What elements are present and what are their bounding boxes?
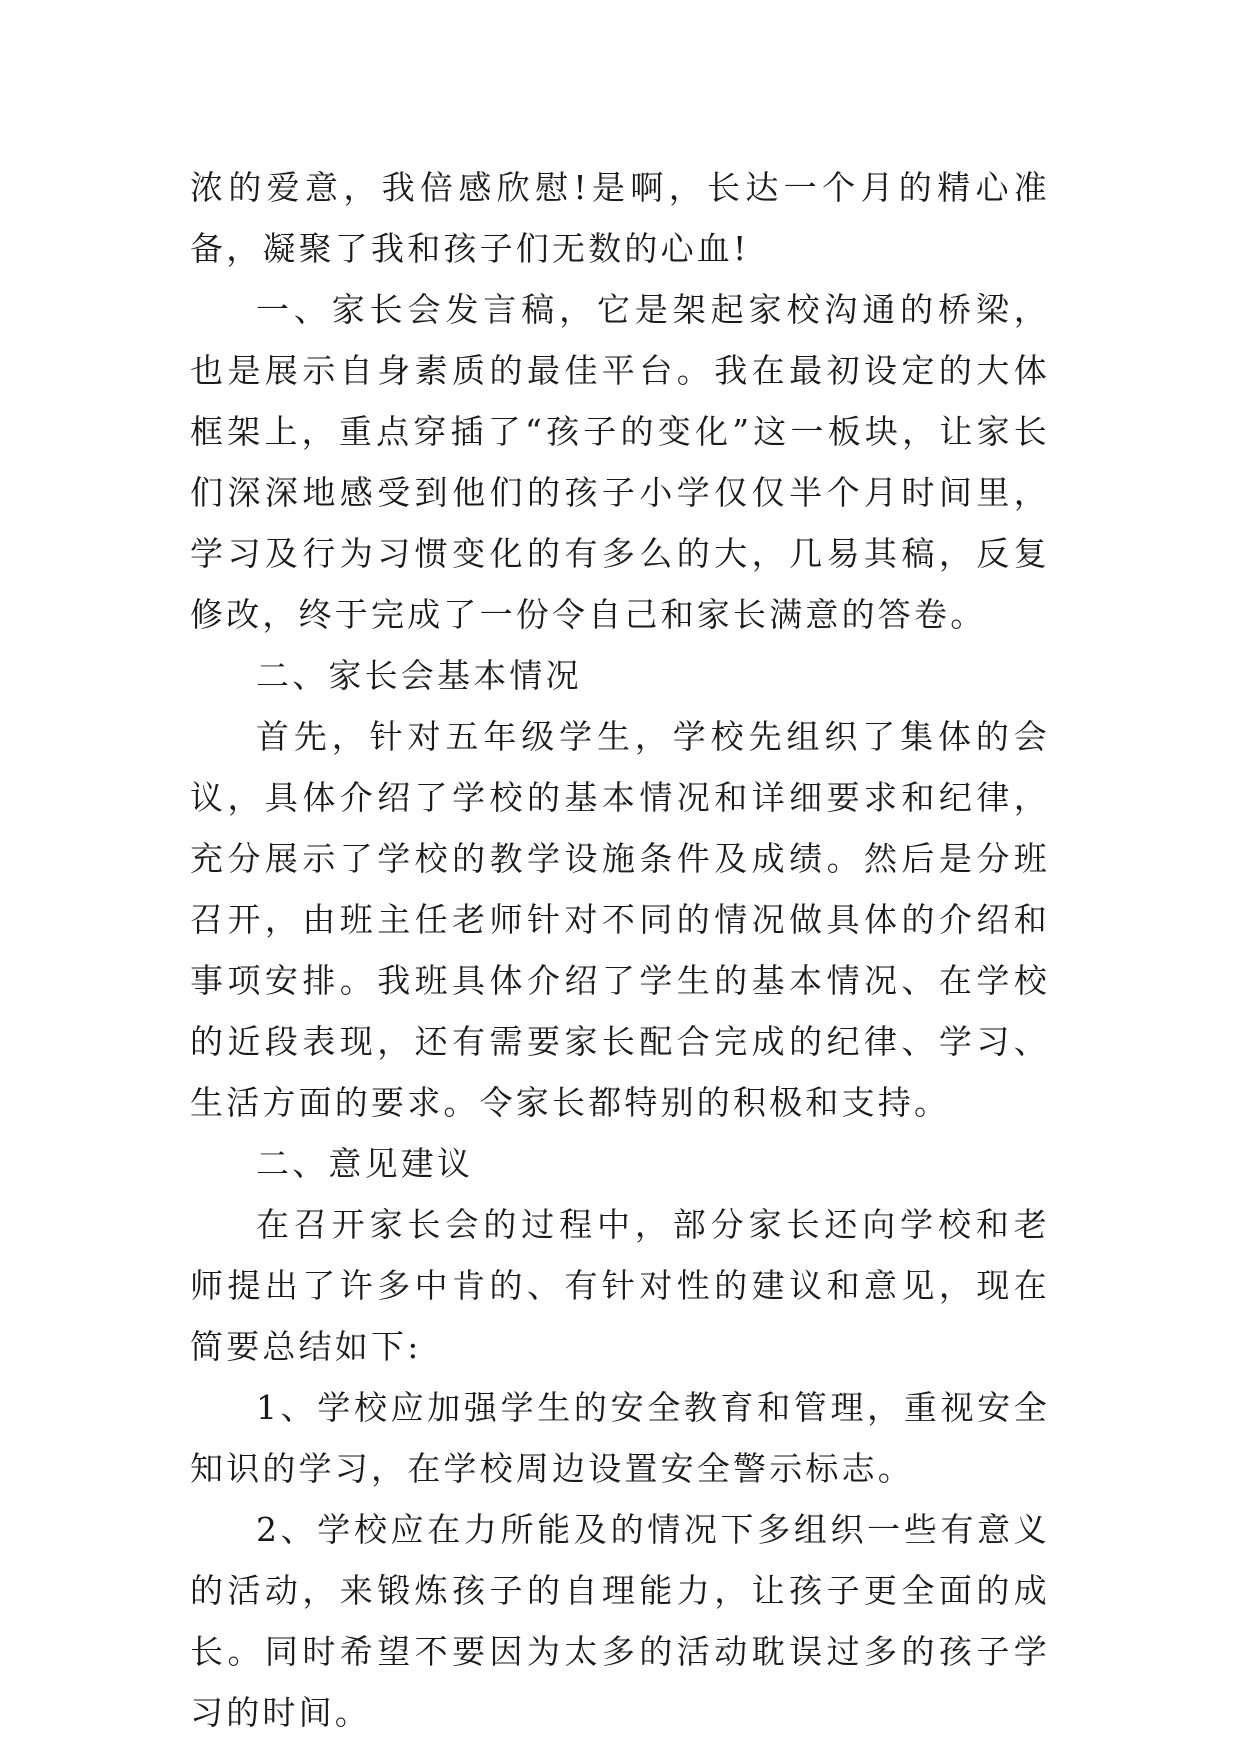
paragraph-continuation: 浓的爱意，我倍感欣慰!是啊，长达一个月的精心准备，凝聚了我和孩子们无数的心血! — [190, 168, 1050, 268]
suggestion-item-2: 2、学校应在力所能及的情况下多组织一些有意义的活动，来锻炼孩子的自理能力，让孩子更全面的成长。同时希望不要因为太多的活动耽误过多的孩子学习的时间。 — [190, 1510, 1050, 1732]
suggestion-item-1: 1、学校应加强学生的安全教育和管理，重视安全知识的学习，在学校周边设置安全警示标志。 — [190, 1388, 1050, 1488]
section-heading-suggestions: 二、意见建议 — [256, 1144, 474, 1183]
section-heading-basic-situation: 二、家长会基本情况 — [256, 656, 582, 695]
paragraph-suggestions-intro: 在召开家长会的过程中，部分家长还向学校和老师提出了许多中肯的、有针对性的建议和意见，现在简要总结如下: — [190, 1205, 1050, 1366]
paragraph-speech-draft: 一、家长会发言稿，它是架起家校沟通的桥梁，也是展示自身素质的最佳平台。我在最初设定的大体框架上，重点穿插了“孩子的变化”这一板块，让家长们深深地感受到他们的孩子小学仅仅半个月时间里，学习及行为习惯变化的有多么的大，几易其稿，反复修改，终于完成了一份令自己和家长满意的答卷。 — [190, 290, 1050, 634]
document-body — [190, 157, 1050, 1743]
paragraph-basic-situation: 首先，针对五年级学生，学校先组织了集体的会议，具体介绍了学校的基本情况和详细要求和纪律，充分展示了学校的教学设施条件及成绩。然后是分班召开，由班主任老师针对不同的情况做具体的介绍和事项安排。我班具体介绍了学生的基本情况、在学校的近段表现，还有需要家长配合完成的纪律、学习、生活方面的要求。令家长都特别的积极和支持。 — [190, 717, 1050, 1122]
